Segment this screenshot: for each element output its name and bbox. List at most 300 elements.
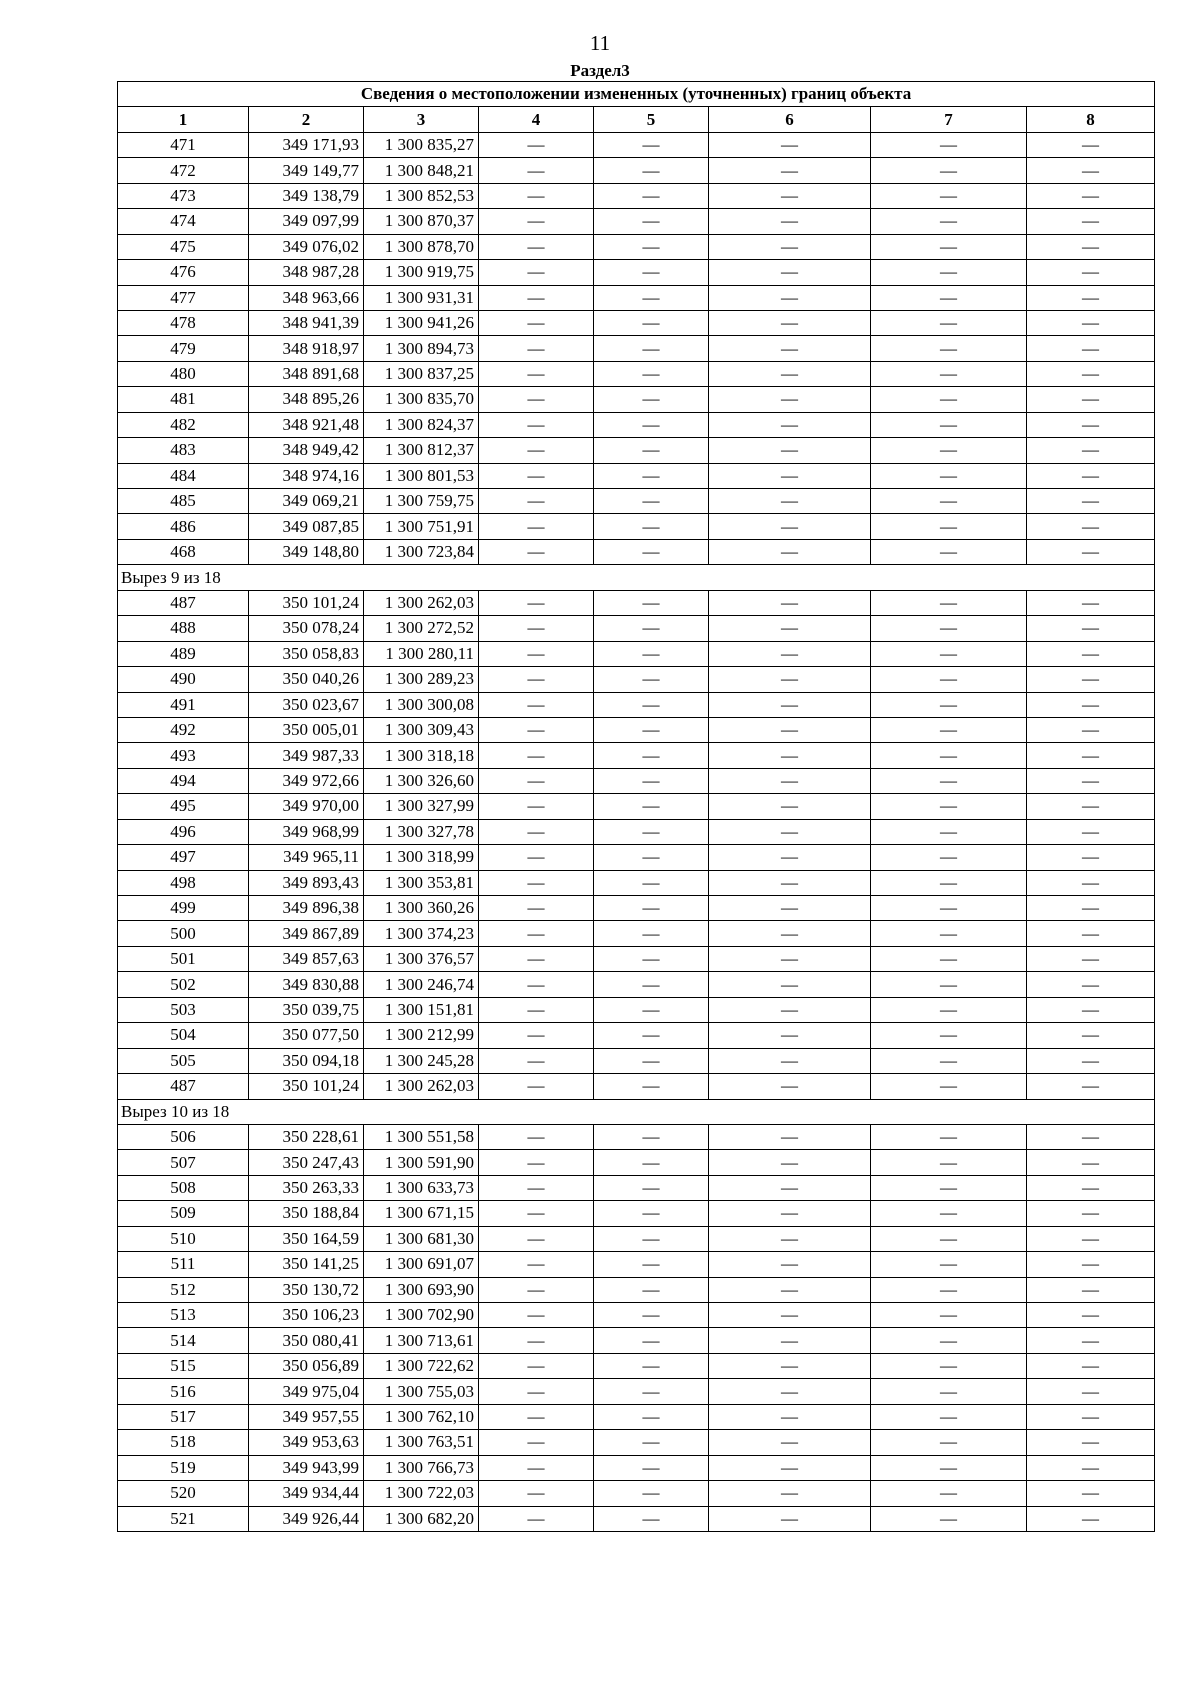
- empty-value-cell: —: [594, 768, 709, 793]
- coordinate-x-cell: 350 040,26: [249, 667, 364, 692]
- coordinate-y-cell: 1 300 671,15: [364, 1201, 479, 1226]
- empty-value-cell: —: [709, 1023, 871, 1048]
- empty-value-cell: —: [594, 1303, 709, 1328]
- coordinate-x-cell: 350 094,18: [249, 1048, 364, 1073]
- point-number-cell: 515: [118, 1353, 249, 1378]
- coordinate-y-cell: 1 300 289,23: [364, 667, 479, 692]
- point-number-cell: 521: [118, 1506, 249, 1531]
- empty-value-cell: —: [709, 209, 871, 234]
- empty-value-cell: —: [479, 463, 594, 488]
- empty-value-cell: —: [871, 132, 1027, 157]
- table-caption: Сведения о местоположении измененных (уточненных) границ объекта: [118, 82, 1155, 107]
- empty-value-cell: —: [594, 514, 709, 539]
- empty-value-cell: —: [709, 158, 871, 183]
- empty-value-cell: —: [479, 489, 594, 514]
- empty-value-cell: —: [594, 387, 709, 412]
- empty-value-cell: —: [871, 1303, 1027, 1328]
- point-number-cell: 518: [118, 1430, 249, 1455]
- coordinate-x-cell: 350 188,84: [249, 1201, 364, 1226]
- point-number-cell: 485: [118, 489, 249, 514]
- table-row: [118, 641, 1155, 666]
- column-number: 3: [364, 107, 479, 132]
- empty-value-cell: —: [479, 514, 594, 539]
- coordinate-x-cell: 350 101,24: [249, 590, 364, 615]
- empty-value-cell: —: [709, 1074, 871, 1099]
- empty-value-cell: —: [709, 361, 871, 386]
- empty-value-cell: —: [871, 972, 1027, 997]
- empty-value-cell: —: [709, 1328, 871, 1353]
- table-row: [118, 1074, 1155, 1099]
- empty-value-cell: —: [479, 590, 594, 615]
- empty-value-cell: —: [479, 1277, 594, 1302]
- coordinate-x-cell: 348 941,39: [249, 310, 364, 335]
- table-row: [118, 1023, 1155, 1048]
- empty-value-cell: —: [1027, 1201, 1155, 1226]
- group-row: [118, 565, 1155, 590]
- empty-value-cell: —: [709, 336, 871, 361]
- coordinate-y-cell: 1 300 551,58: [364, 1124, 479, 1149]
- empty-value-cell: —: [871, 1379, 1027, 1404]
- group-label: Вырез 9 из 18: [118, 565, 1155, 590]
- empty-value-cell: —: [871, 1328, 1027, 1353]
- empty-value-cell: —: [479, 260, 594, 285]
- empty-value-cell: —: [1027, 1506, 1155, 1531]
- point-number-cell: 489: [118, 641, 249, 666]
- coordinate-y-cell: 1 300 941,26: [364, 310, 479, 335]
- empty-value-cell: —: [479, 1048, 594, 1073]
- empty-value-cell: —: [709, 641, 871, 666]
- empty-value-cell: —: [1027, 896, 1155, 921]
- empty-value-cell: —: [1027, 489, 1155, 514]
- point-number-cell: 494: [118, 768, 249, 793]
- table-row: [118, 921, 1155, 946]
- coordinate-y-cell: 1 300 852,53: [364, 183, 479, 208]
- empty-value-cell: —: [479, 921, 594, 946]
- empty-value-cell: —: [709, 1430, 871, 1455]
- point-number-cell: 471: [118, 132, 249, 157]
- empty-value-cell: —: [1027, 1150, 1155, 1175]
- coordinate-y-cell: 1 300 722,03: [364, 1481, 479, 1506]
- table-row: [118, 1481, 1155, 1506]
- empty-value-cell: —: [871, 997, 1027, 1022]
- empty-value-cell: —: [594, 1150, 709, 1175]
- empty-value-cell: —: [1027, 921, 1155, 946]
- empty-value-cell: —: [594, 310, 709, 335]
- point-number-cell: 517: [118, 1404, 249, 1429]
- coordinate-y-cell: 1 300 353,81: [364, 870, 479, 895]
- empty-value-cell: —: [871, 209, 1027, 234]
- empty-value-cell: —: [709, 260, 871, 285]
- empty-value-cell: —: [1027, 183, 1155, 208]
- table-row: [118, 1455, 1155, 1480]
- empty-value-cell: —: [871, 438, 1027, 463]
- empty-value-cell: —: [594, 463, 709, 488]
- empty-value-cell: —: [709, 819, 871, 844]
- table-row: [118, 667, 1155, 692]
- empty-value-cell: —: [1027, 1277, 1155, 1302]
- point-number-cell: 479: [118, 336, 249, 361]
- empty-value-cell: —: [594, 870, 709, 895]
- table-row: [118, 1430, 1155, 1455]
- table-row: [118, 1124, 1155, 1149]
- empty-value-cell: —: [709, 845, 871, 870]
- coordinate-x-cell: 350 228,61: [249, 1124, 364, 1149]
- coordinate-x-cell: 349 987,33: [249, 743, 364, 768]
- empty-value-cell: —: [594, 412, 709, 437]
- empty-value-cell: —: [1027, 310, 1155, 335]
- empty-value-cell: —: [594, 539, 709, 564]
- empty-value-cell: —: [871, 1481, 1027, 1506]
- empty-value-cell: —: [1027, 1303, 1155, 1328]
- table-row: [118, 1252, 1155, 1277]
- empty-value-cell: —: [479, 1430, 594, 1455]
- empty-value-cell: —: [479, 997, 594, 1022]
- table-row: [118, 717, 1155, 742]
- coordinate-x-cell: 350 039,75: [249, 997, 364, 1022]
- empty-value-cell: —: [479, 1455, 594, 1480]
- coordinate-y-cell: 1 300 272,52: [364, 616, 479, 641]
- point-number-cell: 487: [118, 1074, 249, 1099]
- point-number-cell: 478: [118, 310, 249, 335]
- empty-value-cell: —: [709, 285, 871, 310]
- empty-value-cell: —: [709, 1277, 871, 1302]
- empty-value-cell: —: [871, 717, 1027, 742]
- empty-value-cell: —: [479, 616, 594, 641]
- table-row: [118, 285, 1155, 310]
- point-number-cell: 498: [118, 870, 249, 895]
- coordinate-x-cell: 349 097,99: [249, 209, 364, 234]
- coordinate-x-cell: 350 078,24: [249, 616, 364, 641]
- empty-value-cell: —: [871, 1404, 1027, 1429]
- empty-value-cell: —: [479, 1124, 594, 1149]
- empty-value-cell: —: [871, 539, 1027, 564]
- column-number: 8: [1027, 107, 1155, 132]
- empty-value-cell: —: [594, 209, 709, 234]
- coordinate-y-cell: 1 300 894,73: [364, 336, 479, 361]
- table-row: [118, 896, 1155, 921]
- empty-value-cell: —: [1027, 794, 1155, 819]
- empty-value-cell: —: [479, 819, 594, 844]
- empty-value-cell: —: [709, 717, 871, 742]
- empty-value-cell: —: [1027, 1430, 1155, 1455]
- empty-value-cell: —: [871, 1353, 1027, 1378]
- empty-value-cell: —: [1027, 1455, 1155, 1480]
- table-row: [118, 1506, 1155, 1531]
- coordinate-y-cell: 1 300 722,62: [364, 1353, 479, 1378]
- empty-value-cell: —: [709, 921, 871, 946]
- empty-value-cell: —: [709, 768, 871, 793]
- point-number-cell: 476: [118, 260, 249, 285]
- table-row: [118, 463, 1155, 488]
- point-number-cell: 513: [118, 1303, 249, 1328]
- empty-value-cell: —: [594, 1481, 709, 1506]
- empty-value-cell: —: [1027, 387, 1155, 412]
- table-row: [118, 768, 1155, 793]
- coordinate-y-cell: 1 300 693,90: [364, 1277, 479, 1302]
- coordinate-x-cell: 348 974,16: [249, 463, 364, 488]
- empty-value-cell: —: [594, 260, 709, 285]
- coordinate-y-cell: 1 300 633,73: [364, 1175, 479, 1200]
- coordinate-y-cell: 1 300 376,57: [364, 946, 479, 971]
- empty-value-cell: —: [1027, 132, 1155, 157]
- empty-value-cell: —: [709, 514, 871, 539]
- empty-value-cell: —: [479, 209, 594, 234]
- empty-value-cell: —: [1027, 743, 1155, 768]
- coordinate-x-cell: 349 975,04: [249, 1379, 364, 1404]
- table-row: [118, 310, 1155, 335]
- point-number-cell: 477: [118, 285, 249, 310]
- coordinate-x-cell: 349 857,63: [249, 946, 364, 971]
- coordinate-x-cell: 349 069,21: [249, 489, 364, 514]
- table-row: [118, 997, 1155, 1022]
- table-row: [118, 1379, 1155, 1404]
- empty-value-cell: —: [709, 743, 871, 768]
- empty-value-cell: —: [594, 616, 709, 641]
- empty-value-cell: —: [871, 616, 1027, 641]
- empty-value-cell: —: [709, 972, 871, 997]
- point-number-cell: 482: [118, 412, 249, 437]
- coordinates-table: [117, 81, 1155, 1532]
- table-row: [118, 438, 1155, 463]
- empty-value-cell: —: [1027, 768, 1155, 793]
- empty-value-cell: —: [594, 1074, 709, 1099]
- empty-value-cell: —: [871, 1506, 1027, 1531]
- coordinate-y-cell: 1 300 682,20: [364, 1506, 479, 1531]
- coordinate-x-cell: 349 970,00: [249, 794, 364, 819]
- empty-value-cell: —: [709, 1379, 871, 1404]
- column-number: 6: [709, 107, 871, 132]
- point-number-cell: 486: [118, 514, 249, 539]
- table-row: [118, 412, 1155, 437]
- empty-value-cell: —: [709, 489, 871, 514]
- empty-value-cell: —: [1027, 1226, 1155, 1251]
- empty-value-cell: —: [479, 717, 594, 742]
- empty-value-cell: —: [594, 794, 709, 819]
- coordinate-x-cell: 349 968,99: [249, 819, 364, 844]
- point-number-cell: 492: [118, 717, 249, 742]
- point-number-cell: 505: [118, 1048, 249, 1073]
- empty-value-cell: —: [709, 438, 871, 463]
- empty-value-cell: —: [709, 794, 871, 819]
- coordinate-y-cell: 1 300 262,03: [364, 590, 479, 615]
- empty-value-cell: —: [594, 997, 709, 1022]
- point-number-cell: 509: [118, 1201, 249, 1226]
- coordinate-y-cell: 1 300 681,30: [364, 1226, 479, 1251]
- coordinate-y-cell: 1 300 801,53: [364, 463, 479, 488]
- empty-value-cell: —: [871, 921, 1027, 946]
- column-number: 2: [249, 107, 364, 132]
- table-row: [118, 1226, 1155, 1251]
- coordinate-y-cell: 1 300 919,75: [364, 260, 479, 285]
- table-row: [118, 132, 1155, 157]
- empty-value-cell: —: [1027, 361, 1155, 386]
- coordinate-y-cell: 1 300 762,10: [364, 1404, 479, 1429]
- point-number-cell: 507: [118, 1150, 249, 1175]
- point-number-cell: 520: [118, 1481, 249, 1506]
- empty-value-cell: —: [479, 845, 594, 870]
- empty-value-cell: —: [594, 590, 709, 615]
- empty-value-cell: —: [479, 1023, 594, 1048]
- point-number-cell: 496: [118, 819, 249, 844]
- coordinate-x-cell: 350 263,33: [249, 1175, 364, 1200]
- coordinate-y-cell: 1 300 327,99: [364, 794, 479, 819]
- empty-value-cell: —: [1027, 1124, 1155, 1149]
- point-number-cell: 480: [118, 361, 249, 386]
- empty-value-cell: —: [479, 412, 594, 437]
- empty-value-cell: —: [1027, 845, 1155, 870]
- empty-value-cell: —: [594, 1455, 709, 1480]
- column-number: 1: [118, 107, 249, 132]
- coordinate-y-cell: 1 300 360,26: [364, 896, 479, 921]
- group-row: [118, 1099, 1155, 1124]
- empty-value-cell: —: [1027, 539, 1155, 564]
- empty-value-cell: —: [709, 946, 871, 971]
- empty-value-cell: —: [709, 692, 871, 717]
- empty-value-cell: —: [709, 896, 871, 921]
- empty-value-cell: —: [1027, 1074, 1155, 1099]
- table-row: [118, 1353, 1155, 1378]
- coordinate-y-cell: 1 300 691,07: [364, 1252, 479, 1277]
- empty-value-cell: —: [871, 1226, 1027, 1251]
- empty-value-cell: —: [871, 361, 1027, 386]
- coordinate-x-cell: 350 164,59: [249, 1226, 364, 1251]
- empty-value-cell: —: [709, 1226, 871, 1251]
- point-number-cell: 483: [118, 438, 249, 463]
- empty-value-cell: —: [594, 641, 709, 666]
- empty-value-cell: —: [594, 1023, 709, 1048]
- empty-value-cell: —: [1027, 412, 1155, 437]
- page-number: 11: [589, 31, 611, 55]
- empty-value-cell: —: [479, 1379, 594, 1404]
- empty-value-cell: —: [1027, 819, 1155, 844]
- point-number-cell: 510: [118, 1226, 249, 1251]
- empty-value-cell: —: [709, 387, 871, 412]
- point-number-cell: 484: [118, 463, 249, 488]
- table-row: [118, 387, 1155, 412]
- point-number-cell: 502: [118, 972, 249, 997]
- coordinate-x-cell: 350 058,83: [249, 641, 364, 666]
- empty-value-cell: —: [709, 539, 871, 564]
- empty-value-cell: —: [1027, 1252, 1155, 1277]
- empty-value-cell: —: [709, 667, 871, 692]
- empty-value-cell: —: [594, 132, 709, 157]
- point-number-cell: 516: [118, 1379, 249, 1404]
- point-number-cell: 508: [118, 1175, 249, 1200]
- coordinates-table-container: [117, 81, 1155, 1532]
- empty-value-cell: —: [594, 234, 709, 259]
- empty-value-cell: —: [479, 1303, 594, 1328]
- empty-value-cell: —: [709, 412, 871, 437]
- coordinate-y-cell: 1 300 280,11: [364, 641, 479, 666]
- empty-value-cell: —: [594, 183, 709, 208]
- empty-value-cell: —: [594, 336, 709, 361]
- empty-value-cell: —: [871, 641, 1027, 666]
- point-number-cell: 475: [118, 234, 249, 259]
- table-row: [118, 794, 1155, 819]
- empty-value-cell: —: [871, 387, 1027, 412]
- empty-value-cell: —: [871, 590, 1027, 615]
- empty-value-cell: —: [479, 1328, 594, 1353]
- coordinate-y-cell: 1 300 835,70: [364, 387, 479, 412]
- empty-value-cell: —: [709, 590, 871, 615]
- empty-value-cell: —: [479, 361, 594, 386]
- empty-value-cell: —: [479, 692, 594, 717]
- empty-value-cell: —: [709, 997, 871, 1022]
- empty-value-cell: —: [709, 1481, 871, 1506]
- empty-value-cell: —: [1027, 1353, 1155, 1378]
- empty-value-cell: —: [1027, 997, 1155, 1022]
- empty-value-cell: —: [479, 743, 594, 768]
- coordinate-x-cell: 349 830,88: [249, 972, 364, 997]
- empty-value-cell: —: [709, 616, 871, 641]
- coordinate-y-cell: 1 300 766,73: [364, 1455, 479, 1480]
- empty-value-cell: —: [594, 489, 709, 514]
- point-number-cell: 514: [118, 1328, 249, 1353]
- empty-value-cell: —: [709, 1048, 871, 1073]
- table-row: [118, 1175, 1155, 1200]
- table-row: [118, 972, 1155, 997]
- coordinate-x-cell: 349 934,44: [249, 1481, 364, 1506]
- column-number: 5: [594, 107, 709, 132]
- empty-value-cell: —: [594, 1277, 709, 1302]
- coordinate-y-cell: 1 300 318,99: [364, 845, 479, 870]
- empty-value-cell: —: [871, 1201, 1027, 1226]
- table-row: [118, 183, 1155, 208]
- empty-value-cell: —: [709, 1150, 871, 1175]
- empty-value-cell: —: [479, 438, 594, 463]
- empty-value-cell: —: [871, 1023, 1027, 1048]
- empty-value-cell: —: [1027, 590, 1155, 615]
- coordinate-x-cell: 349 957,55: [249, 1404, 364, 1429]
- empty-value-cell: —: [479, 1252, 594, 1277]
- empty-value-cell: —: [871, 158, 1027, 183]
- coordinate-x-cell: 348 918,97: [249, 336, 364, 361]
- table-row: [118, 336, 1155, 361]
- empty-value-cell: —: [594, 717, 709, 742]
- empty-value-cell: —: [479, 234, 594, 259]
- coordinate-x-cell: 349 149,77: [249, 158, 364, 183]
- table-row: [118, 743, 1155, 768]
- coordinate-y-cell: 1 300 245,28: [364, 1048, 479, 1073]
- empty-value-cell: —: [1027, 641, 1155, 666]
- coordinate-x-cell: 349 076,02: [249, 234, 364, 259]
- coordinate-x-cell: 348 891,68: [249, 361, 364, 386]
- empty-value-cell: —: [479, 1481, 594, 1506]
- coordinate-x-cell: 350 080,41: [249, 1328, 364, 1353]
- empty-value-cell: —: [1027, 209, 1155, 234]
- empty-value-cell: —: [709, 132, 871, 157]
- table-row: [118, 260, 1155, 285]
- empty-value-cell: —: [594, 972, 709, 997]
- section-title: Раздел3: [570, 61, 630, 80]
- point-number-cell: 490: [118, 667, 249, 692]
- table-row: [118, 1277, 1155, 1302]
- column-number: 7: [871, 107, 1027, 132]
- empty-value-cell: —: [594, 1353, 709, 1378]
- table-row: [118, 1048, 1155, 1073]
- point-number-cell: 481: [118, 387, 249, 412]
- empty-value-cell: —: [479, 387, 594, 412]
- coordinate-x-cell: 350 101,24: [249, 1074, 364, 1099]
- empty-value-cell: —: [709, 1455, 871, 1480]
- empty-value-cell: —: [594, 1226, 709, 1251]
- table-row: [118, 692, 1155, 717]
- point-number-cell: 497: [118, 845, 249, 870]
- point-number-cell: 506: [118, 1124, 249, 1149]
- point-number-cell: 512: [118, 1277, 249, 1302]
- table-row: [118, 1201, 1155, 1226]
- empty-value-cell: —: [709, 463, 871, 488]
